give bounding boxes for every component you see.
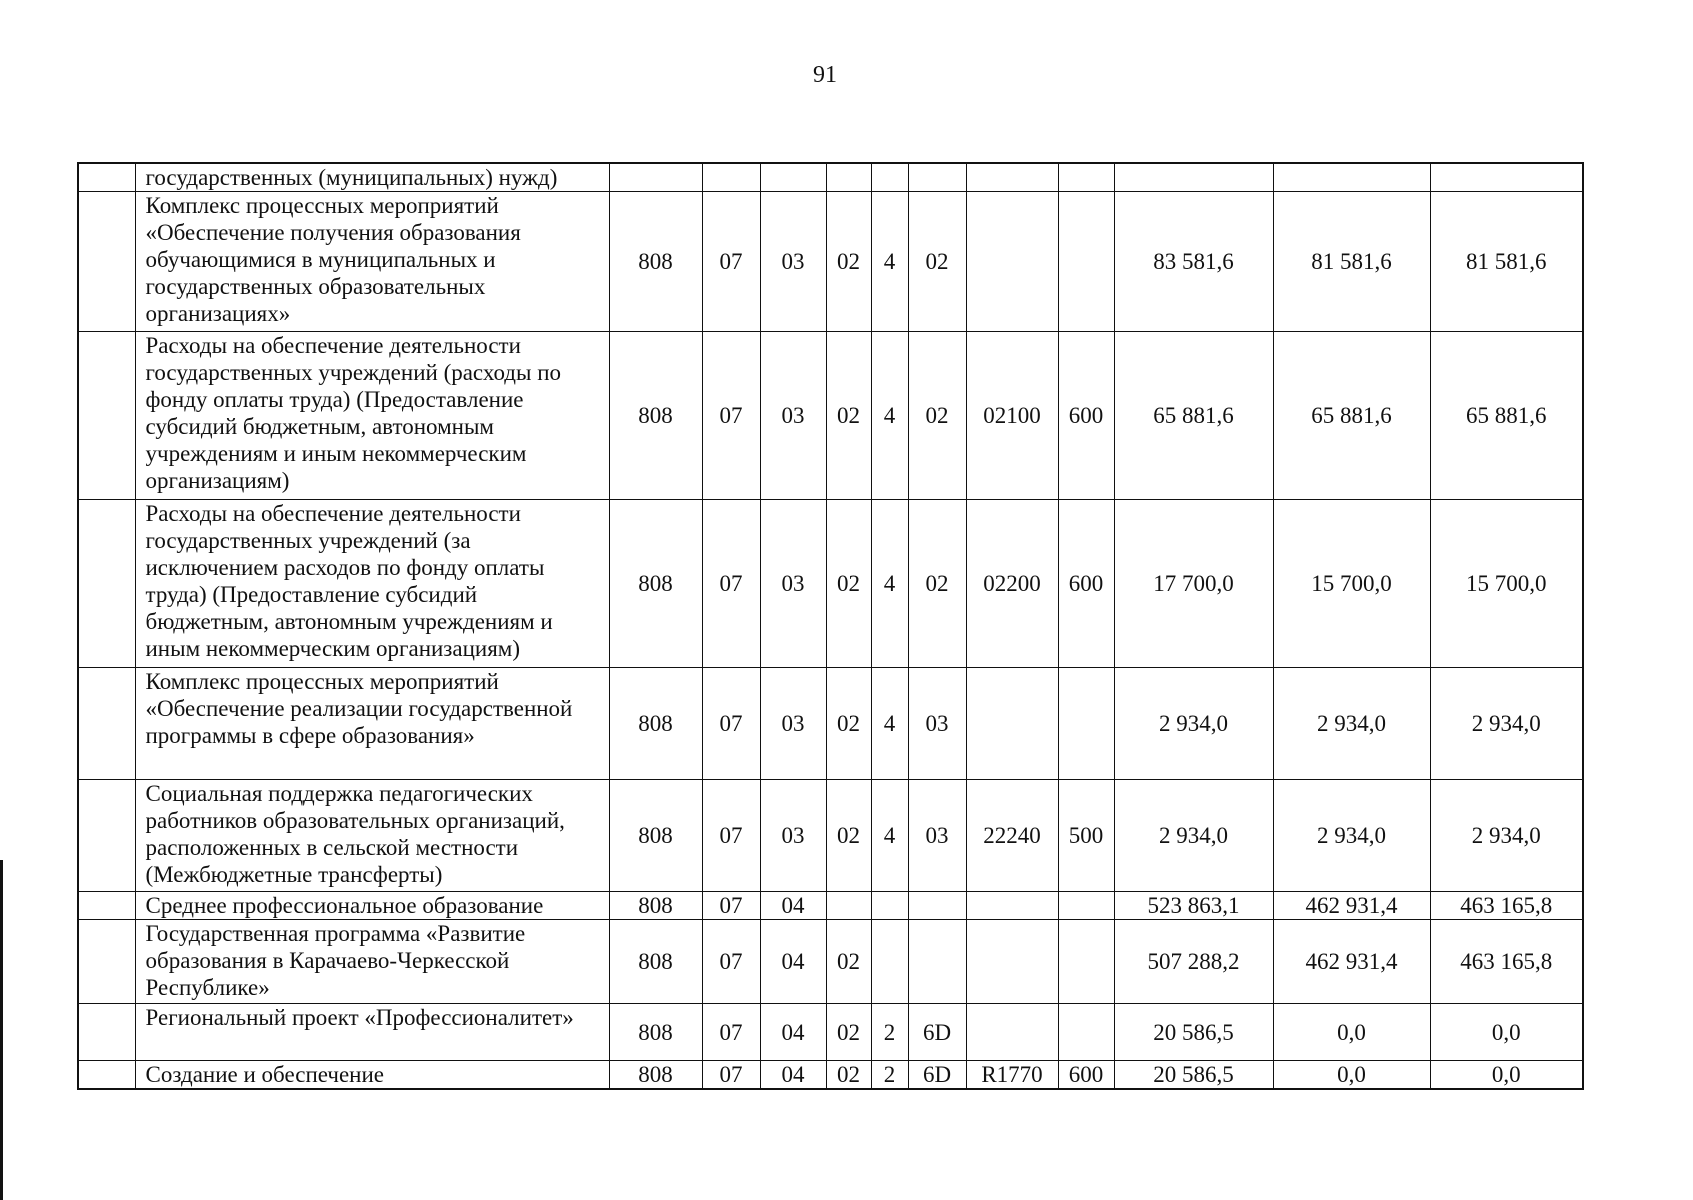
row-y1-cell: [1114, 163, 1273, 192]
row-cs2-cell: [871, 892, 908, 920]
row-y1-cell: 2 934,0: [1114, 780, 1273, 892]
row-vr-cell: 600: [1058, 500, 1114, 668]
row-y2-cell: 81 581,6: [1273, 192, 1430, 332]
table-row: [78, 920, 1583, 1004]
row-cs4-cell: 22240: [966, 780, 1058, 892]
row-y3-cell: 65 881,6: [1430, 332, 1583, 500]
row-pr-cell: 03: [760, 500, 826, 668]
row-pr-cell: 03: [760, 192, 826, 332]
row-pr-cell: 03: [760, 668, 826, 780]
row-cs3-cell: 6D: [908, 1061, 966, 1090]
row-pr-cell: 04: [760, 892, 826, 920]
row-cs4-cell: [966, 920, 1058, 1004]
row-name-cell: Расходы на обеспечение деятельности государственных учреждений (расходы по фонду оплаты труда) (Предоставление субсидий бюджетным, автономным учреждениям и иным некоммерческим организациям): [135, 332, 609, 500]
row-cs3-cell: [908, 920, 966, 1004]
row-gr-cell: 808: [609, 780, 702, 892]
row-vr-cell: [1058, 1004, 1114, 1061]
row-cs1-cell: 02: [826, 500, 871, 668]
row-vr-cell: [1058, 192, 1114, 332]
row-y1-cell: 83 581,6: [1114, 192, 1273, 332]
row-y2-cell: 0,0: [1273, 1061, 1430, 1090]
row-vr-cell: 500: [1058, 780, 1114, 892]
row-y1-cell: 20 586,5: [1114, 1004, 1273, 1061]
row-y3-cell: 2 934,0: [1430, 668, 1583, 780]
row-rz-cell: 07: [702, 920, 760, 1004]
row-cs1-cell: 02: [826, 780, 871, 892]
table-row: [78, 163, 1583, 192]
row-y2-cell: 2 934,0: [1273, 780, 1430, 892]
row-cs2-cell: 4: [871, 780, 908, 892]
row-gr-cell: 808: [609, 1004, 702, 1061]
budget-table: [77, 162, 1584, 1090]
row-cs2-cell: 4: [871, 668, 908, 780]
row-cs3-cell: 03: [908, 780, 966, 892]
row-cs4-cell: [966, 892, 1058, 920]
row-gr-cell: 808: [609, 920, 702, 1004]
row-name-cell: государственных (муниципальных) нужд): [135, 163, 609, 192]
row-num-cell: [78, 1061, 135, 1090]
row-y1-cell: 20 586,5: [1114, 1061, 1273, 1090]
row-name-cell: Комплекс процессных мероприятий «Обеспечение реализации государственной программы в сфере образования»: [135, 668, 609, 780]
row-rz-cell: 07: [702, 1004, 760, 1061]
row-gr-cell: 808: [609, 192, 702, 332]
row-vr-cell: [1058, 668, 1114, 780]
row-vr-cell: [1058, 163, 1114, 192]
table-row: [78, 192, 1583, 332]
table-row: [78, 1061, 1583, 1090]
row-name-cell: Комплекс процессных мероприятий «Обеспечение получения образования обучающимися в муниципальных и государственных образовательных организациях»: [135, 192, 609, 332]
row-rz-cell: 07: [702, 192, 760, 332]
row-cs1-cell: [826, 163, 871, 192]
row-gr-cell: 808: [609, 1061, 702, 1090]
row-y3-cell: 0,0: [1430, 1004, 1583, 1061]
row-gr-cell: 808: [609, 500, 702, 668]
row-cs3-cell: 02: [908, 192, 966, 332]
row-cs3-cell: [908, 892, 966, 920]
table-row: [78, 668, 1583, 780]
table-row: [78, 1004, 1583, 1061]
table-row: [78, 892, 1583, 920]
row-num-cell: [78, 332, 135, 500]
page-number: 91: [813, 62, 837, 88]
row-y2-cell: [1273, 163, 1430, 192]
row-cs1-cell: 02: [826, 332, 871, 500]
row-y3-cell: 463 165,8: [1430, 892, 1583, 920]
row-num-cell: [78, 668, 135, 780]
row-cs4-cell: [966, 192, 1058, 332]
row-pr-cell: 04: [760, 1061, 826, 1090]
row-y1-cell: 65 881,6: [1114, 332, 1273, 500]
row-y2-cell: 0,0: [1273, 1004, 1430, 1061]
row-rz-cell: 07: [702, 668, 760, 780]
row-num-cell: [78, 1004, 135, 1061]
row-cs4-cell: [966, 163, 1058, 192]
row-cs3-cell: [908, 163, 966, 192]
row-name-cell: Социальная поддержка педагогических работников образовательных организаций, расположенных в сельской местности (Межбюджетные трансферты): [135, 780, 609, 892]
row-cs1-cell: 02: [826, 668, 871, 780]
row-cs4-cell: 02100: [966, 332, 1058, 500]
row-num-cell: [78, 163, 135, 192]
row-cs1-cell: 02: [826, 192, 871, 332]
scan-edge-line: [0, 860, 3, 1200]
row-name-cell: Расходы на обеспечение деятельности государственных учреждений (за исключением расходов по фонду оплаты труда) (Предоставление субсидий бюджетным, автономным учреждениям и иным некоммерческим организациям): [135, 500, 609, 668]
row-cs2-cell: 2: [871, 1061, 908, 1090]
row-pr-cell: [760, 163, 826, 192]
row-y2-cell: 462 931,4: [1273, 920, 1430, 1004]
row-pr-cell: 03: [760, 780, 826, 892]
row-rz-cell: 07: [702, 780, 760, 892]
row-rz-cell: 07: [702, 892, 760, 920]
row-y3-cell: 81 581,6: [1430, 192, 1583, 332]
row-cs1-cell: 02: [826, 920, 871, 1004]
row-gr-cell: [609, 163, 702, 192]
row-cs3-cell: 03: [908, 668, 966, 780]
row-rz-cell: 07: [702, 1061, 760, 1090]
row-y1-cell: 2 934,0: [1114, 668, 1273, 780]
row-y2-cell: 15 700,0: [1273, 500, 1430, 668]
row-y1-cell: 507 288,2: [1114, 920, 1273, 1004]
row-num-cell: [78, 920, 135, 1004]
row-rz-cell: 07: [702, 332, 760, 500]
row-cs2-cell: 4: [871, 332, 908, 500]
row-gr-cell: 808: [609, 332, 702, 500]
row-name-cell: Государственная программа «Развитие образования в Карачаево-Черкесской Республике»: [135, 920, 609, 1004]
row-y2-cell: 462 931,4: [1273, 892, 1430, 920]
table-row: [78, 332, 1583, 500]
row-num-cell: [78, 192, 135, 332]
row-name-cell: Создание и обеспечение: [135, 1061, 609, 1090]
row-y3-cell: 2 934,0: [1430, 780, 1583, 892]
row-cs4-cell: [966, 1004, 1058, 1061]
row-cs1-cell: 02: [826, 1004, 871, 1061]
row-pr-cell: 03: [760, 332, 826, 500]
row-cs4-cell: 02200: [966, 500, 1058, 668]
row-cs4-cell: [966, 668, 1058, 780]
row-cs1-cell: 02: [826, 1061, 871, 1090]
table-row: [78, 780, 1583, 892]
row-cs2-cell: 4: [871, 500, 908, 668]
table-body: [78, 163, 1583, 1089]
row-gr-cell: 808: [609, 668, 702, 780]
row-num-cell: [78, 780, 135, 892]
row-y3-cell: 0,0: [1430, 1061, 1583, 1090]
row-cs1-cell: [826, 892, 871, 920]
row-cs3-cell: 6D: [908, 1004, 966, 1061]
row-y3-cell: 463 165,8: [1430, 920, 1583, 1004]
row-cs2-cell: [871, 163, 908, 192]
row-gr-cell: 808: [609, 892, 702, 920]
row-vr-cell: 600: [1058, 332, 1114, 500]
row-y2-cell: 2 934,0: [1273, 668, 1430, 780]
row-vr-cell: [1058, 892, 1114, 920]
row-cs2-cell: 2: [871, 1004, 908, 1061]
row-pr-cell: 04: [760, 1004, 826, 1061]
row-y3-cell: [1430, 163, 1583, 192]
row-rz-cell: [702, 163, 760, 192]
row-vr-cell: [1058, 920, 1114, 1004]
row-y1-cell: 17 700,0: [1114, 500, 1273, 668]
row-num-cell: [78, 500, 135, 668]
row-name-cell: Среднее профессиональное образование: [135, 892, 609, 920]
row-cs2-cell: 4: [871, 192, 908, 332]
row-cs4-cell: R1770: [966, 1061, 1058, 1090]
row-vr-cell: 600: [1058, 1061, 1114, 1090]
table-row: [78, 500, 1583, 668]
row-pr-cell: 04: [760, 920, 826, 1004]
row-rz-cell: 07: [702, 500, 760, 668]
row-name-cell: Региональный проект «Профессионалитет»: [135, 1004, 609, 1061]
row-y1-cell: 523 863,1: [1114, 892, 1273, 920]
row-cs3-cell: 02: [908, 500, 966, 668]
row-y2-cell: 65 881,6: [1273, 332, 1430, 500]
row-cs2-cell: [871, 920, 908, 1004]
row-y3-cell: 15 700,0: [1430, 500, 1583, 668]
row-num-cell: [78, 892, 135, 920]
row-cs3-cell: 02: [908, 332, 966, 500]
